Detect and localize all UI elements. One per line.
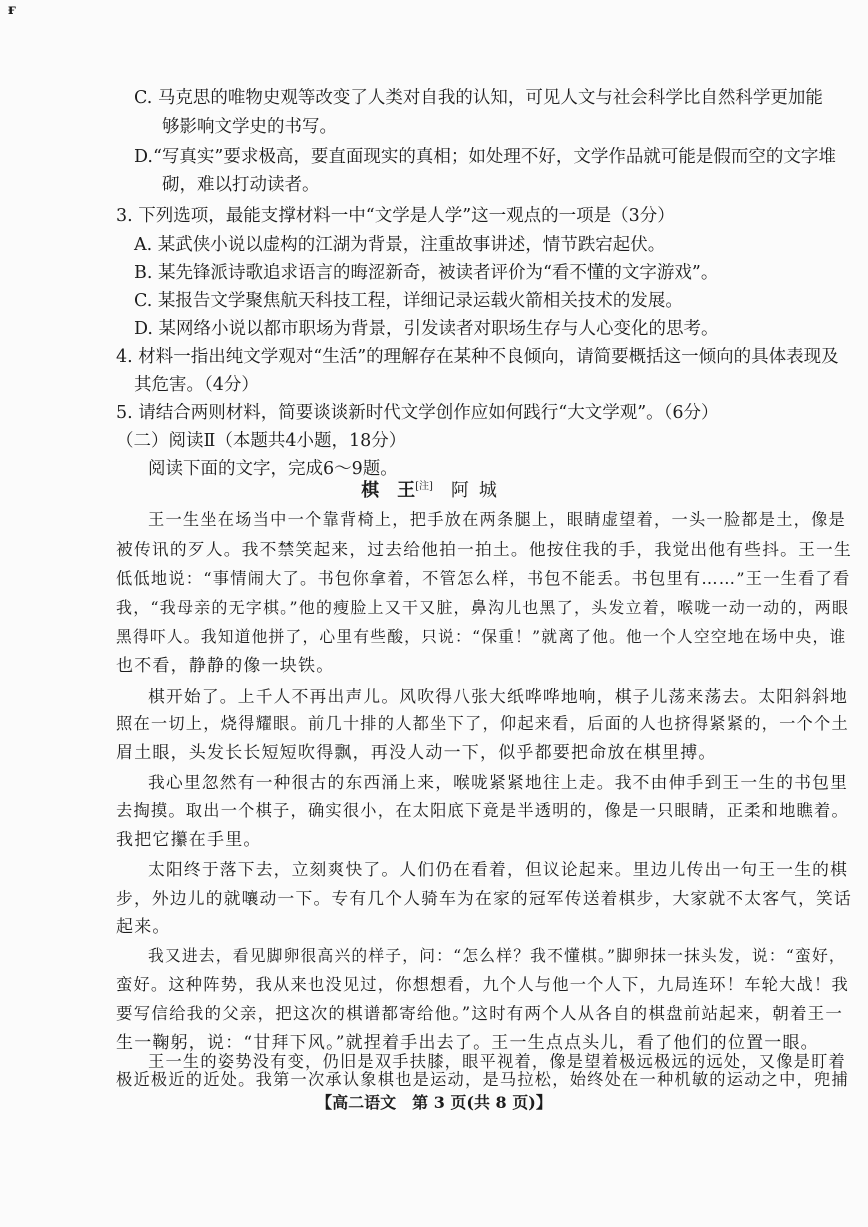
story-line: 要写信给我的父亲，把这次的棋谱都寄给他。”这时有两个人从各自的棋盘前站起来，朝着王一 (116, 1004, 844, 1023)
story-line: 蛮好。这种阵势，我从来也没见过，你想想看，九个人与他一个人下，九局连环！车轮大战！我 (116, 975, 849, 994)
q3-option-d: D. 某网络小说以都市职场为背景，引发读者对职场生存与人心变化的思考。 (134, 319, 719, 339)
story-note-marker: [注] (415, 481, 433, 492)
story-title-row (0, 472, 868, 506)
story-line: 极近极近的近处。我第一次承认象棋也是运动，是马拉松，始终处在一种机敏的运动之中，兜捕 (116, 1070, 849, 1089)
story-line: 照在一切上，烧得耀眼。前几十排的人都坐下了，仰起来看，后面的人也挤得紧紧的，一个个土 (116, 714, 849, 733)
q3-option-a: A. 某武侠小说以虚构的江湖为背景，注重故事讲述，情节跌宕起伏。 (134, 235, 666, 255)
story-line: 起来。 (116, 917, 171, 937)
question-4-line-2: 其危害。（4分） (134, 375, 259, 395)
story-line: 生一鞠躬，说：“甘拜下风。”就捏着手出去了。王一生点点头儿，看了他们的位置一眼。 (116, 1033, 819, 1053)
story-line: 眉土眼，头发长长短短吹得飘，再没人动一下，似乎都要把命放在棋里搏。 (116, 743, 717, 763)
option-d-line-1: D.“写真实”要求极高，要直面现实的真相；如处理不好，文学作品就可能是假而空的文字堆 (134, 147, 836, 167)
option-d-line-2: 砌，难以打动读者。 (162, 175, 320, 195)
option-c-line-2: 够影响文学史的书写。 (162, 117, 337, 137)
q3-option-b: B. 某先锋派诗歌追求语言的晦涩新奇，被读者评价为“看不懂的文字游戏”。 (134, 263, 719, 283)
page-footer: 【高二语文 第 3 页(共 8 页)】 (316, 1093, 552, 1112)
question-3: 3. 下列选项，最能支撑材料一中“文学是人学”这一观点的一项是（3分） (116, 206, 675, 226)
story-line: 王一生的姿势没有变，仍旧是双手扶膝，眼平视着，像是望着极远极远的远处，又像是盯着 (148, 1052, 846, 1071)
story-line: 我又进去，看见脚卵很高兴的样子，问：“怎么样？我不懂棋。”脚卵抹一抹头发，说：“蛮好， (148, 946, 846, 965)
story-line: 被传讯的歹人。我不禁笑起来，过去给他拍一拍土。他按住我的手，我觉出他有些抖。王一生 (116, 539, 852, 559)
story-line: 棋开始了。上千人不再出声儿。风吹得八张大纸哗哗地响，棋子儿荡来荡去。太阳斜斜地 (148, 686, 849, 706)
story-line: 我把它攥在手里。 (116, 830, 262, 850)
story-author: 阿城 (450, 480, 507, 501)
story-line: 也不看，静静的像一块铁。 (116, 656, 335, 676)
question-4-line-1: 4. 材料一指出纯文学观对“生活”的理解存在某种不良倾向，请简要概括这一倾向的具体表现及 (116, 347, 839, 367)
story-line: 太阳终于落下去，立刻爽快了。人们仍在看着，但议论起来。里边儿传出一句王一生的棋 (148, 859, 849, 879)
story-line: 我，“我母亲的无字棋。”他的瘦脸上又干又脏，鼻沟儿也黑了，头发立着，喉咙一动一动的，两眼 (116, 598, 850, 617)
corner-mark: ғ (8, 2, 17, 18)
story-line: 王一生坐在场当中一个靠背椅上，把手放在两条腿上，眼睛虚望着，一头一脸都是土，像是 (148, 510, 846, 529)
story-line: 步，外边儿的就嚷动一下。专有几个人骑车为在家的冠军传送着棋步，大家就不太客气，笑话 (116, 888, 852, 908)
story-line: 低低地说：“事情闹大了。书包你拿着，不管怎么样，书包不能丢。书包里有……”王一生看了看 (116, 569, 851, 588)
question-5: 5. 请结合两则材料，简要谈谈新时代文学创作应如何践行“大文学观”。（6分） (116, 403, 719, 423)
section-instruction: 阅读下面的文字，完成6～9题。 (148, 459, 398, 479)
story-title: 棋 王 (361, 480, 416, 501)
story-line: 黑得吓人。我知道他拼了，心里有些酸，只说：“保重！”就离了他。他一个人空空地在场中央，谁 (116, 627, 847, 646)
story-line: 去掏摸。取出一个棋子，确实很小，在太阳底下竟是半透明的，像是一只眼睛，正柔和地瞧着。 (116, 801, 849, 820)
story-line: 我心里忽然有一种很古的东西涌上来，喉咙紧紧地往上走。我不由伸手到王一生的书包里 (148, 772, 849, 792)
q3-option-c: C. 某报告文学聚焦航天科技工程，详细记录运载火箭相关技术的发展。 (134, 291, 683, 311)
option-c-line-1: C. 马克思的唯物史观等改变了人类对自我的认知，可见人文与社会科学比自然科学更加能 (134, 88, 823, 108)
section-heading: （二）阅读Ⅱ（本题共4小题，18分） (116, 431, 407, 451)
